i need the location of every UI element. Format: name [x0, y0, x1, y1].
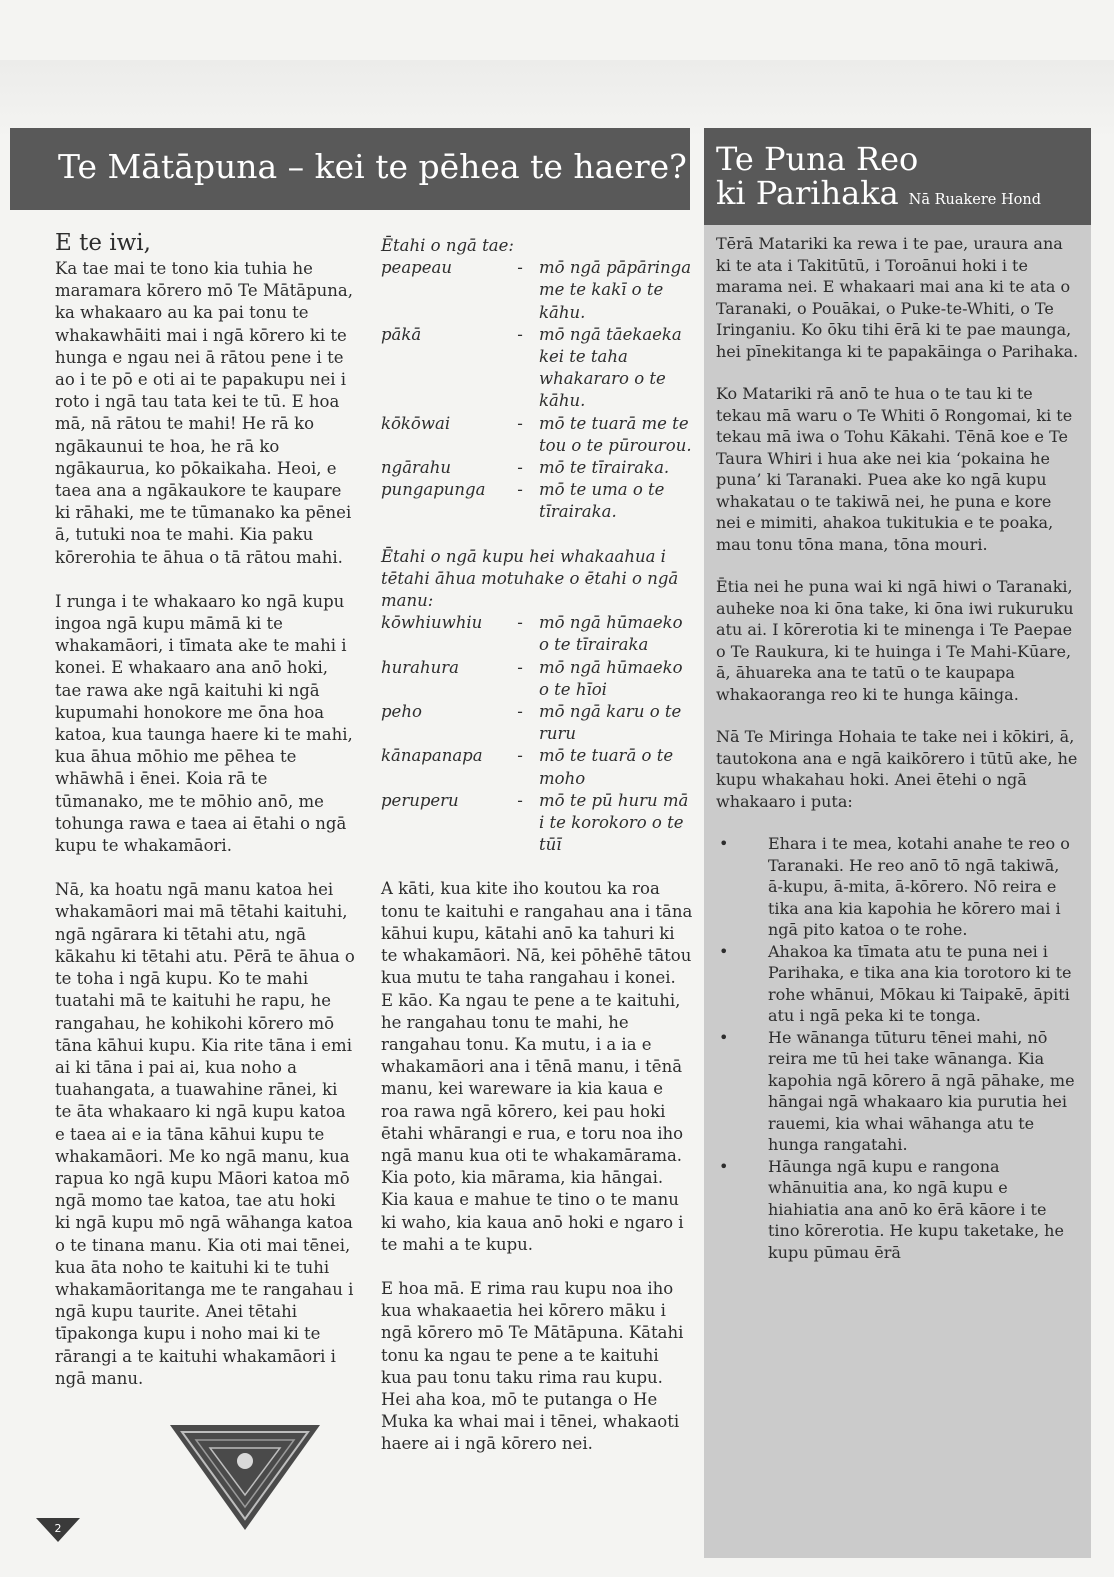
paragraph: Tērā Matariki ka rewa i te pae, uraura ana ki te ata i Takitūtū, i Toroānui hoki i te marama nei. E whakaari mai ana ki te ata o Taranaki, o Pouākai, o Puke-te-Whiti, o Te Iringaniu. Ko ōku tihi ērā ki te pae maunga, hei pīnekitanga ki te papakāinga o Parihaka. [716, 234, 1079, 361]
glossary-dash: - [517, 613, 523, 633]
glossary-term: peapeau [381, 258, 452, 278]
paragraph: I runga i te whakaaro ko ngā kupu ingoa ngā kupu māmā ki te whakamāori, i tīmata ake te mahi i konei. E whakaaro ana anō hoki, tae rawa ake ngā kaituhi ki ngā kupumahi honokore me ōna hoa katoa, kua taunga haere ki te mahi, kua āhua mōhio me pēhea te whāwhā i ēnei. Koia rā te tūmanako, me te mōhio anō, me tohunga rawa e taea ai ētahi o ngā kupu te whakamāori. [55, 591, 353, 856]
sidebar-body [704, 225, 1091, 1263]
glossary-term: kānapanapa [381, 746, 483, 766]
list-item [716, 1027, 1079, 1156]
glossary-dash: - [517, 480, 523, 500]
sidebar-article [704, 128, 1091, 1558]
glossary-meaning: mō te tuarā o te moho [539, 746, 674, 788]
glossary-term: hurahura [381, 657, 459, 677]
glossary-meaning: mō ngā hūmaeko o te hīoi [539, 657, 683, 699]
glossary-term: kōwhiuwhiu [381, 613, 483, 633]
sidebar-title [716, 142, 1091, 217]
glossary-term: kōkōwai [381, 413, 451, 433]
glossary-meaning: mō te pū huru mā i te korokoro o te tūī [539, 790, 689, 855]
author-byline: Nā Ruakere Hond [908, 192, 1041, 208]
glossary-dash: - [517, 746, 523, 766]
sidebar-title-line-2-row [716, 176, 1091, 217]
glossary-meaning: mō ngā hūmaeko o te tīrairaka [539, 613, 683, 655]
glossary-dash: - [517, 413, 523, 433]
glossary-term: pākā [381, 324, 422, 344]
list-item-text: Ehara i te mea, kotahi anahe te reo o Taranaki. He reo anō tō ngā takiwā, ā-kupu, ā-mita, ā-kōrero. Nō reira e tika ana kia kapohia he kōrero mai i ngā pito katoa o te rohe. [768, 834, 1070, 939]
sidebar-title-line: ki Parihaka [716, 174, 899, 212]
article-column-1 [55, 230, 355, 1412]
glossary-meaning: mō te uma o te tīrairaka. [539, 480, 665, 522]
colours-heading: Ētahi o ngā tae: [381, 236, 514, 255]
glossary-term: pungapunga [381, 480, 486, 500]
article-title-banner [10, 128, 690, 210]
greeting: E te iwi, [55, 230, 151, 256]
glossary-meaning: mō ngā karu o te ruru [539, 702, 682, 744]
article-title: Te Mātāpuna – kei te pēhea te haere? [58, 147, 687, 186]
descriptions-heading: Ētahi o ngā kupu hei whakaahua i tētahi āhua motuhake o ētahi o ngā manu: [381, 546, 679, 611]
bullet-icon: • [719, 941, 729, 961]
sidebar-title-line: Te Puna Reo [716, 140, 919, 178]
colours-glossary [381, 257, 693, 523]
paragraph: Ētia nei he puna wai ki ngā hiwi o Taranaki, auheke noa ki ōna take, ki ōna iwi rukuruku atu ai. I kōrerotia ki te minenga i Te Paepae o Te Raukura, ki te huinga i Te Mahi-Kūare, ā, āhuareka ana te tatū o te kaupapa whakaoranga reo ki te hunga kāinga. [716, 577, 1074, 704]
paragraph: Nā, ka hoatu ngā manu katoa hei whakamāori mai mā tētahi kaituhi, ngā ngārara ki tētahi atu, ngā kākahu ki tētahi atu. Pērā te āhua o te toha i ngā kupu. Ko te mahi tuatahi mā te kaituhi he rapu, he rangahau, he kohikohi kōrero mō tāna kāhui kupu. Kia rite tāna i emi ai ki tāna i pai ai, kua noho a tuahangata, a tuawahine rānei, ki te āta whakaaro ki ngā kupu katoa e taea ai e ia tāna kāhui kupu te whakamāori. Me ko ngā manu, kua rapua ko ngā kupu Māori katoa mō ngā momo tae katoa, tae atu hoki ki ngā kupu mō ngā wāhanga katoa o te tinana manu. Kia oti mai tēnei, kua āta noho te kaituhi ki te tuhi whakamāoritanga me te rangahau i ngā kupu taurite. Anei tētahi tīpakonga kupu i noho mai ki te rārangi a te kaituhi whakamāori i ngā manu. [55, 880, 355, 1388]
glossary-term: ngārahu [381, 458, 452, 478]
paragraph: A kāti, kua kite iho koutou ka roa tonu te kaituhi e rangahau ana i tāna kāhui kupu, kātahi anō ka tahuri ki te whakamāori. Nā, kei pōhēhē tātou kua mutu te taha rangahau i konei. E kāo. Ka ngau te pene a te kaituhi, he rangahau tonu te mahi, he rangahau tonu. Ka mutu, i a ia e whakamāori ana i tēnā manu, i tēnā manu, kei wareware ia kia kaua e roa rawa ngā kōrero, kei pau hoki ētahi whārangi e rua, e toru noa iho ngā manu kua oti te whakamārama. Kia poto, kia mārama, kia hāngai. Kia kaua e mahue te tino o te manu ki waho, kia kaua anō hoki e ngaro i te mahi a te kupu. [381, 879, 693, 1254]
paragraph: Ko Matariki rā anō te hua o te tau ki te tekau mā waru o Te Whiti ō Rongomai, ki te tekau mā iwa o Tohu Kākahi. Tēnā koe e Te Taura Whiri i hua ake nei kia ‘pokaina he puna’ ki Taranaki. Puea ake ko ngā kupu whakatau o te takiwā nei, he puna e kore nei e mimiti, ahakoa tukitukia e te poaka, mau tonu tōna mana, tōna mouri. [716, 384, 1073, 554]
glossary-dash: - [517, 702, 523, 722]
list-item [716, 941, 1079, 1027]
glossary-dash: - [517, 324, 523, 344]
list-item-text: Ahakoa ka tīmata atu te puna nei i Parihaka, e tika ana kia torotoro ki te rohe whānui, Mōkau ki Taipakē, āpiti atu i ngā peka ki te tonga. [768, 941, 1072, 1025]
glossary-meaning: mō te tīrairaka. [539, 458, 670, 478]
glossary-meaning: mō ngā pāpāringa me te kakī o te kāhu. [539, 258, 692, 322]
page-number: 2 [54, 1522, 62, 1535]
glossary-meaning: mō te tuarā me te tou o te pūrourou. [539, 413, 692, 455]
glossary-dash: - [517, 790, 523, 810]
page-number-badge [36, 1518, 80, 1542]
bullet-icon: • [719, 1027, 729, 1047]
glossary-meaning: mō ngā tāekaeka kei te taha whakararo o te kāhu. [539, 324, 682, 411]
glossary-dash: - [517, 458, 523, 478]
list-item-text: Hāunga ngā kupu e rangona whānuitia ana, ko ngā kupu e hiahiatia ana anō ko ērā kāore i te tino kōrerotia. He kupu taketake, he kupu pūmau ērā [768, 1156, 1064, 1262]
descriptions-glossary [381, 612, 693, 856]
glossary-dash: - [517, 657, 523, 677]
sidebar-title-banner [704, 128, 1091, 225]
bullet-list [716, 833, 1079, 1263]
paragraph: Nā Te Miringa Hohaia te take nei i kōkiri, ā, tautokona ana e ngā kaikōrero i tūtū ake, he kupu whakahau hoki. Anei ētehi o ngā whakaaro i puta: [716, 727, 1078, 811]
glossary-term: peruperu [381, 790, 459, 810]
glossary-term: peho [381, 702, 422, 722]
bullet-icon: • [719, 1156, 729, 1176]
list-item [716, 833, 1079, 941]
glossary-dash: - [517, 258, 523, 278]
triangle-emblem-icon [170, 1425, 320, 1530]
paragraph: Ka tae mai te tono kia tuhia he maramara kōrero mō Te Mātāpuna, ka whakaaro au ka pai tonu te whakawhāiti mai i ngā kōrero ki te hunga e ngau nei ā rātou pene i te ao i te pō e oti ai te papakupu nei i roto i ngā tau tata kei te tū. E hoa mā, nā rātou te mahi! He rā ko ngākaunui te hoa, he rā ko ngākaurua, ko pōkaikaha. Heoi, e taea ana a ngākaukore te kaupare ki rāhaki, me te tūmanako ka pēnei ā, tutuki noa te mahi. Kia paku kōrerohia te āhua o tā rātou mahi. [55, 259, 353, 567]
article-column-2 [381, 235, 693, 1478]
list-item [716, 1156, 1079, 1264]
list-item-text: He wānanga tūturu tēnei mahi, nō reira me tū hei take wānanga. Kia kapohia ngā kōrero ā ngā pāhake, me hāngai ngā whakaaro kia purutia hei rauemi, kia whai wāhanga atu te hunga rangatahi. [768, 1027, 1075, 1154]
paragraph: E hoa mā. E rima rau kupu noa iho kua whakaaetia hei kōrero māku i ngā kōrero mō Te Mātāpuna. Kātahi tonu ka ngau te pene a te kaituhi kua pau tonu taku rima rau kupu. Hei aha koa, mō te putanga o He Muka ka whai mai i tēnei, whakaoti haere ai i ngā kōrero nei. [381, 1278, 684, 1454]
bullet-icon: • [719, 834, 729, 853]
